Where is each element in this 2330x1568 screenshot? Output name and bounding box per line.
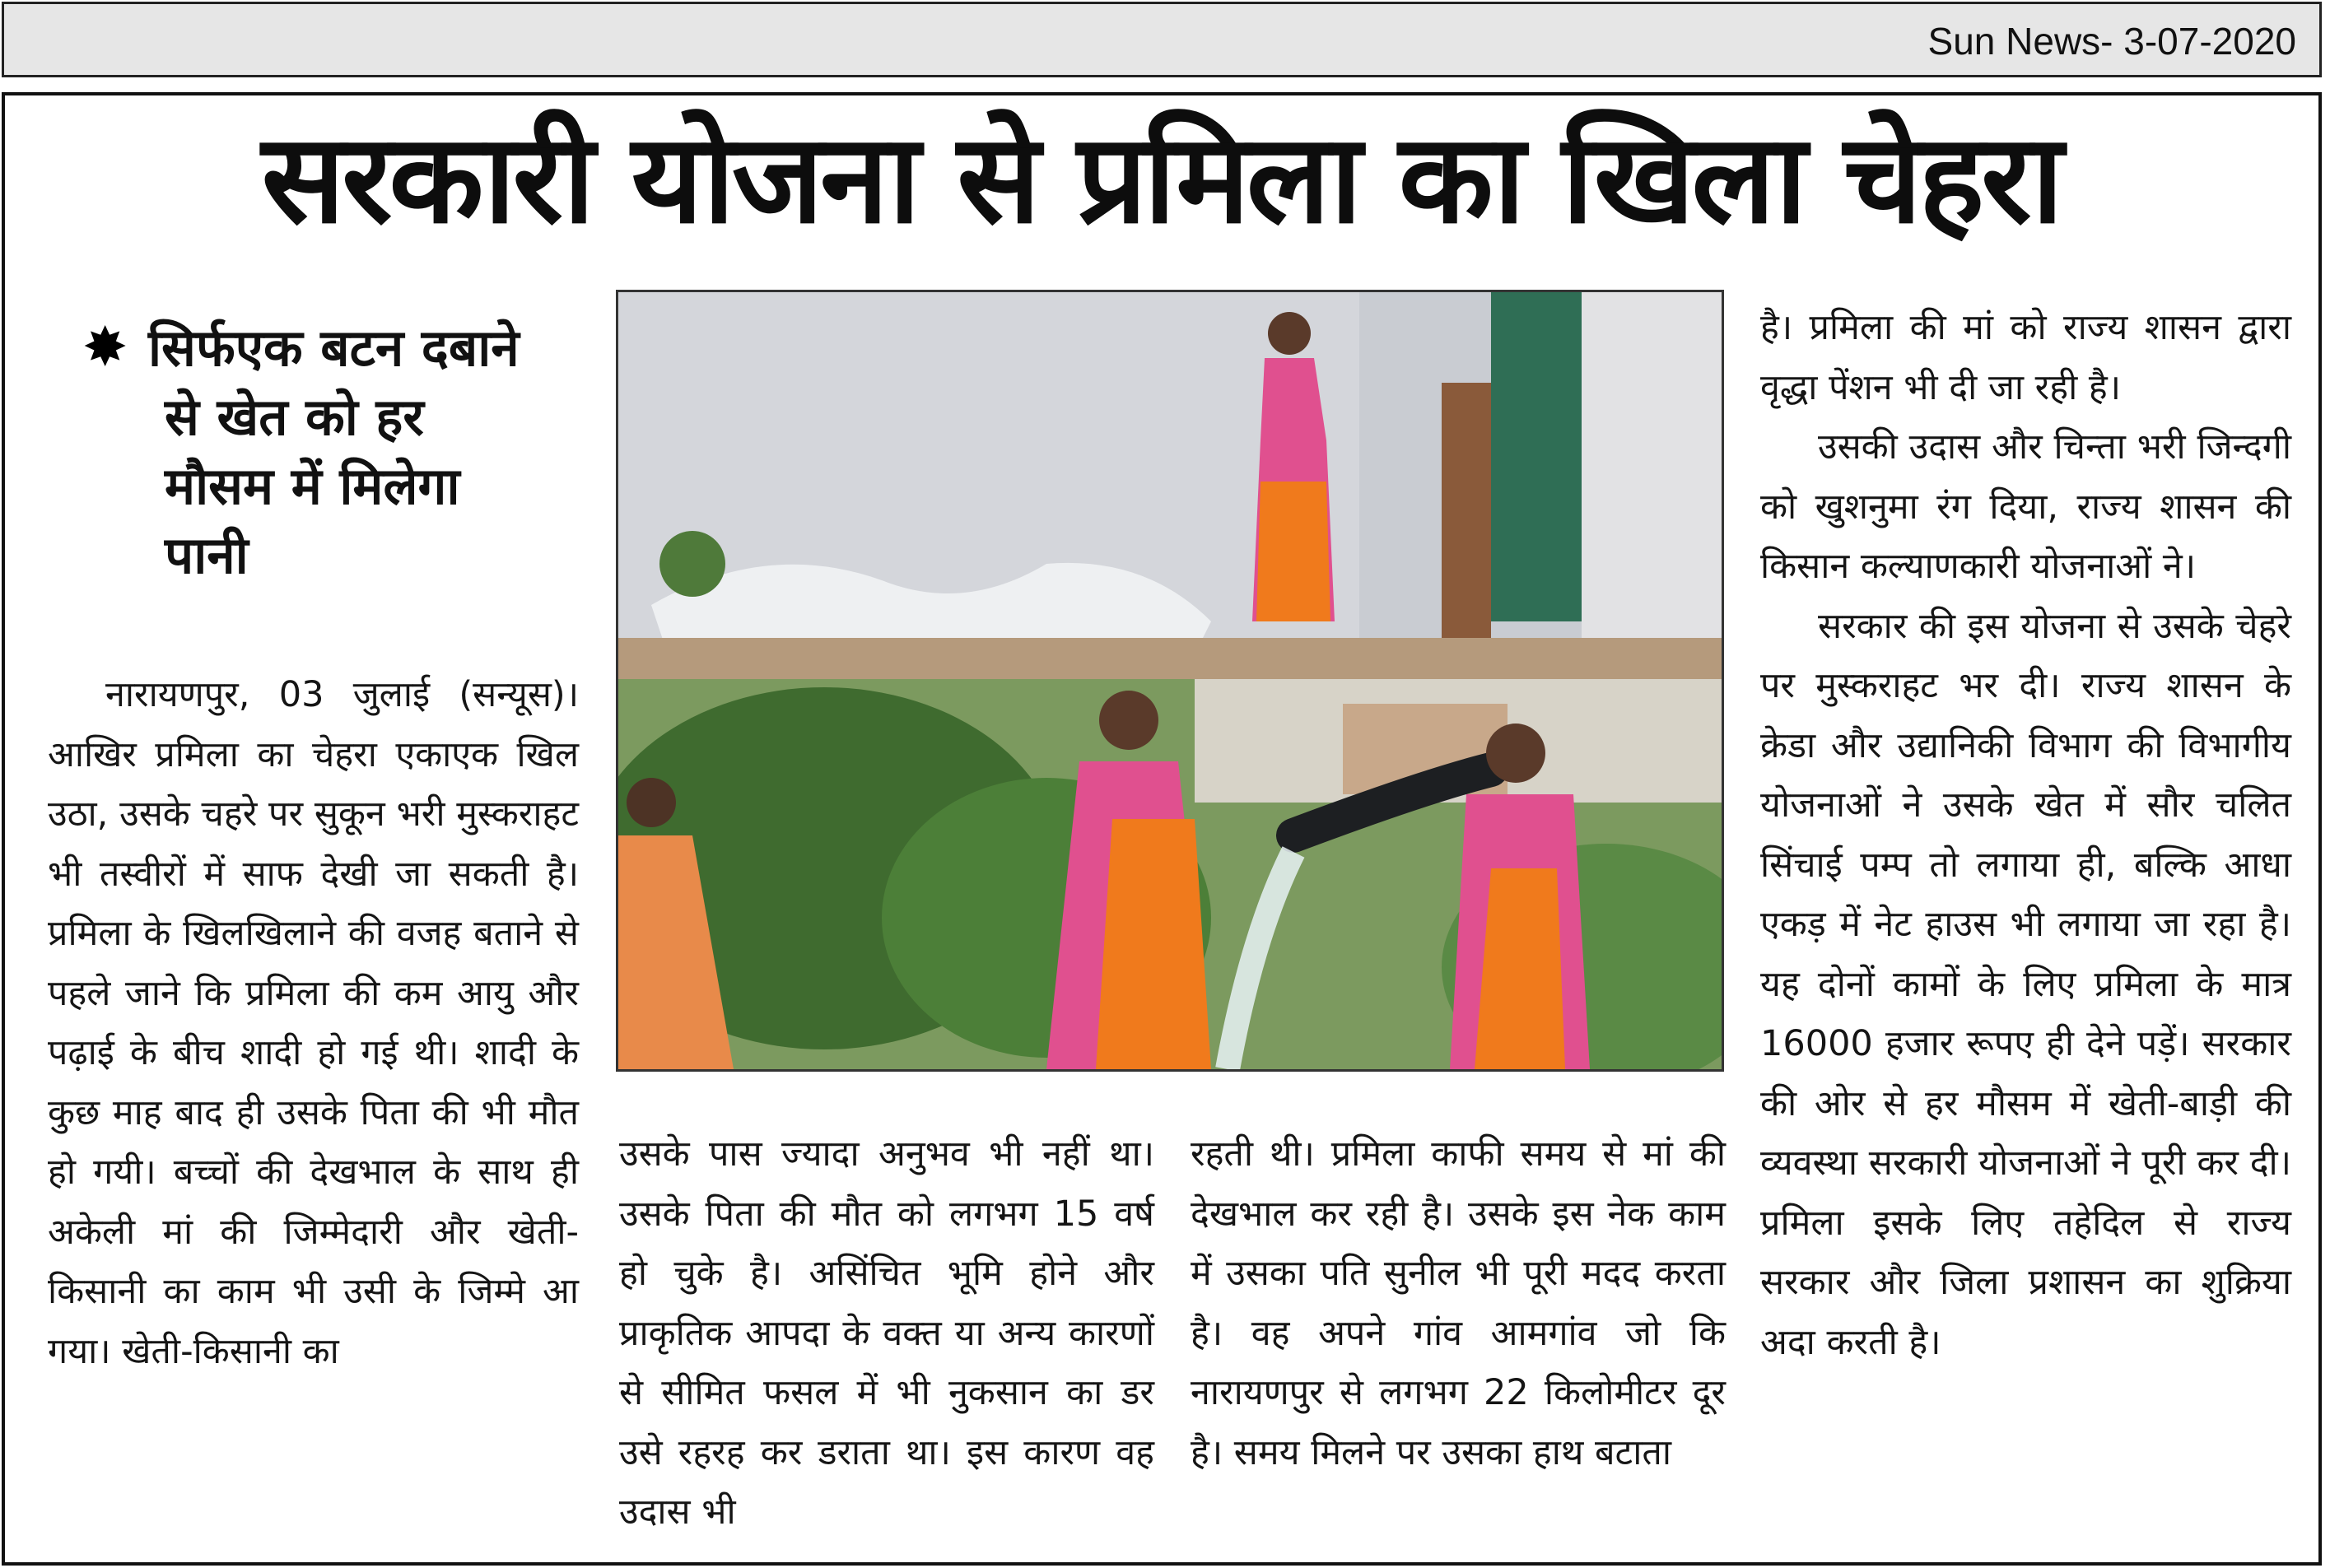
article-column-1 bbox=[48, 665, 579, 1381]
column-4-paragraph-2: उसकी उदास और चिन्ता भरी जिन्दगी को खुशनुमा रंग दिया, राज्य शासन की किसान कल्याणकारी योजनाओं ने। bbox=[1760, 426, 2291, 587]
deck-line-1: ✸ सिर्फएक बटन दबाने bbox=[82, 313, 593, 383]
article-headline: सरकारी योजना से प्रमिला का खिला चेहरा bbox=[261, 108, 2061, 251]
column-4-paragraph-3: सरकार की इस योजना से उसके चेहरे पर मुस्कराहट भर दी। राज्य शासन के क्रेडा और उद्यानिकी विभाग की विभागीय योजनाओं ने उसके खेत में सौर चलित सिंचाई पम्प तो लगाया ही, बल्कि आधा एकड़ में नेट हाउस भी लगाया जा रहा है। यह दोनों कामों के लिए प्रमिला के मात्र 16000 हजार रूपए ही देने पड़ें। सरकार की ओर से हर मौसम में खेती-बाड़ी की व्यवस्था सरकारी योजनाओं ने पूरी कर दी। प्रमिला इसके लिए तहेदिल से राज्य सरकार और जिला प्रशासन का शुक्रिया अदा करती है। bbox=[1760, 605, 2291, 1363]
column-4-paragraph-1: है। प्रमिला की मां को राज्य शासन द्वारा वृद्धा पेंशन भी दी जा रही है। bbox=[1760, 307, 2291, 408]
column-1-paragraph: नारायणपुर, 03 जुलाई (सन्यूस)। आखिर प्रमिला का चेहरा एकाएक खिल उठा, उसके चहरे पर सुकून भरी मुस्कराहट भी तस्वीरों में साफ देखी जा सकती है। प्रमिला के खिलखिलाने की वजह बताने से पहले जाने कि प्रमिला की कम आयु और पढ़ाई के बीच शादी हो गई थी। शादी के कुछ माह बाद ही उसके पिता की भी मौत हो गयी। बच्चों की देखभाल के साथ ही अकेली मां की जिम्मेदारी और खेती-किसानी का काम भी उसी के जिम्मे आ गया। खेती-किसानी का bbox=[48, 674, 579, 1372]
burst-star-icon: ✸ bbox=[82, 315, 128, 379]
article-column-2 bbox=[619, 1124, 1154, 1542]
deck-line-3: मौसम में मिलेगा bbox=[165, 456, 460, 516]
column-3-paragraph: रहती थी। प्रमिला काफी समय से मां की देखभाल कर रही है। उसके इस नेक काम में उसका पति सुनील भी पूरी मदद करता है। वह अपने गांव आमगांव जो कि नारायणपुर से लगभग 22 किलोमीटर दूर है। समय मिलने पर उसका हाथ बटाता bbox=[1191, 1133, 1726, 1473]
photo-illustration bbox=[618, 292, 1722, 1069]
source-label: Sun News- 3-07-2020 bbox=[1927, 20, 2296, 63]
article-deck bbox=[82, 313, 593, 590]
deck-line-2: से खेत को हर bbox=[165, 387, 424, 447]
article-column-4 bbox=[1760, 298, 2291, 1372]
article-photo bbox=[616, 290, 1724, 1072]
column-2-paragraph: उसके पास ज्यादा अनुभव भी नहीं था। उसके पिता की मौत को लगभग 15 वर्ष हो चुके है। असिंचित भूमि होने और प्राकृतिक आपदा के वक्त या अन्य कारणों से सीमित फसल में भी नुकसान का डर उसे रहरह कर डराता था। इस कारण वह उदास भी bbox=[619, 1133, 1154, 1533]
article-column-3 bbox=[1191, 1124, 1726, 1482]
deck-line-4: पानी bbox=[165, 525, 249, 585]
source-bar bbox=[2, 2, 2322, 77]
